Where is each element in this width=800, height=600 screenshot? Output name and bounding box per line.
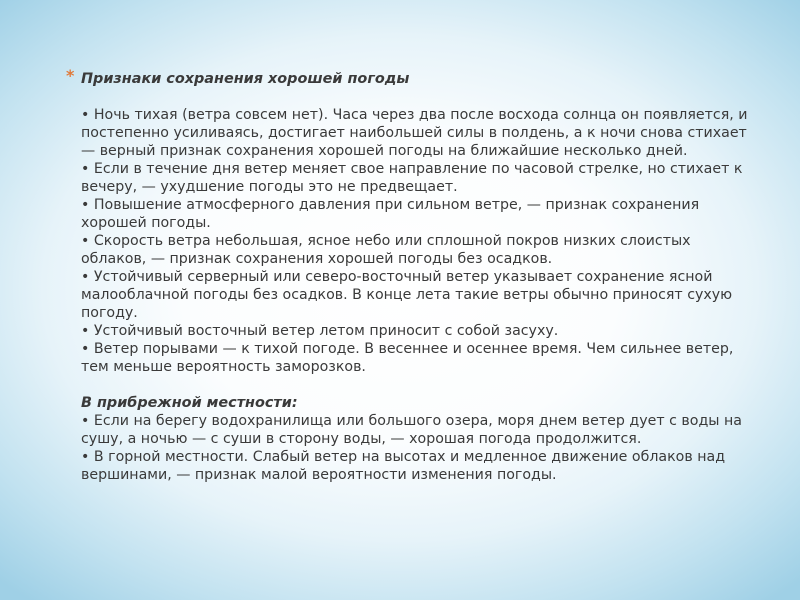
paragraph: • Если на берегу водохранилища или большого озера, моря днем ветер дует с воды на сушу, а ночью — с суши в сторону воды, — хорошая погода продолжится.	[81, 413, 742, 447]
slide-title: Признаки сохранения хорошей погоды	[81, 71, 410, 87]
paragraph: • Ветер порывами — к тихой погоде. В весеннее и осеннее время. Чем сильнее ветер, тем меньше вероятность заморозков.	[81, 341, 734, 375]
spacer	[81, 376, 756, 394]
paragraph: • Ночь тихая (ветра совсем нет). Часа через два после восхода солнца он появляется, и постепенно усиливаясь, достигает наибольшей силы в полдень, а к ночи снова стихает — верный признак сохранения хорошей погоды на ближайшие несколько дней.	[81, 107, 748, 159]
paragraph: • Устойчивый серверный или северо-восточный ветер указывает сохранение ясной малооблачной погоды без осадков. В конце лета такие ветры обычно приносят сухую погоду.	[81, 269, 733, 321]
paragraph: • Повышение атмосферного давления при сильном ветре, — признак сохранения хорошей погоды.	[81, 197, 700, 231]
paragraph: • Устойчивый восточный ветер летом приносит с собой засуху.	[81, 323, 559, 339]
slide-content	[66, 66, 756, 484]
title-line	[66, 66, 756, 88]
paragraph: • Скорость ветра небольшая, ясное небо или сплошной покров низких слоистых облаков, — признак сохранения хорошей погоды без осадков.	[81, 233, 691, 267]
asterisk-bullet-icon: *	[66, 66, 75, 85]
paragraph: • Если в течение дня ветер меняет свое направление по часовой стрелке, но стихает к вечеру, — ухудшение погоды это не предвещает.	[81, 161, 743, 195]
section-good-weather-signs	[81, 106, 756, 484]
subheading-coastal: В прибрежной местности:	[81, 395, 298, 411]
paragraph: • В горной местности. Слабый ветер на высотах и медленное движение облаков над вершинами, — признак малой вероятности изменения погоды.	[81, 449, 726, 483]
